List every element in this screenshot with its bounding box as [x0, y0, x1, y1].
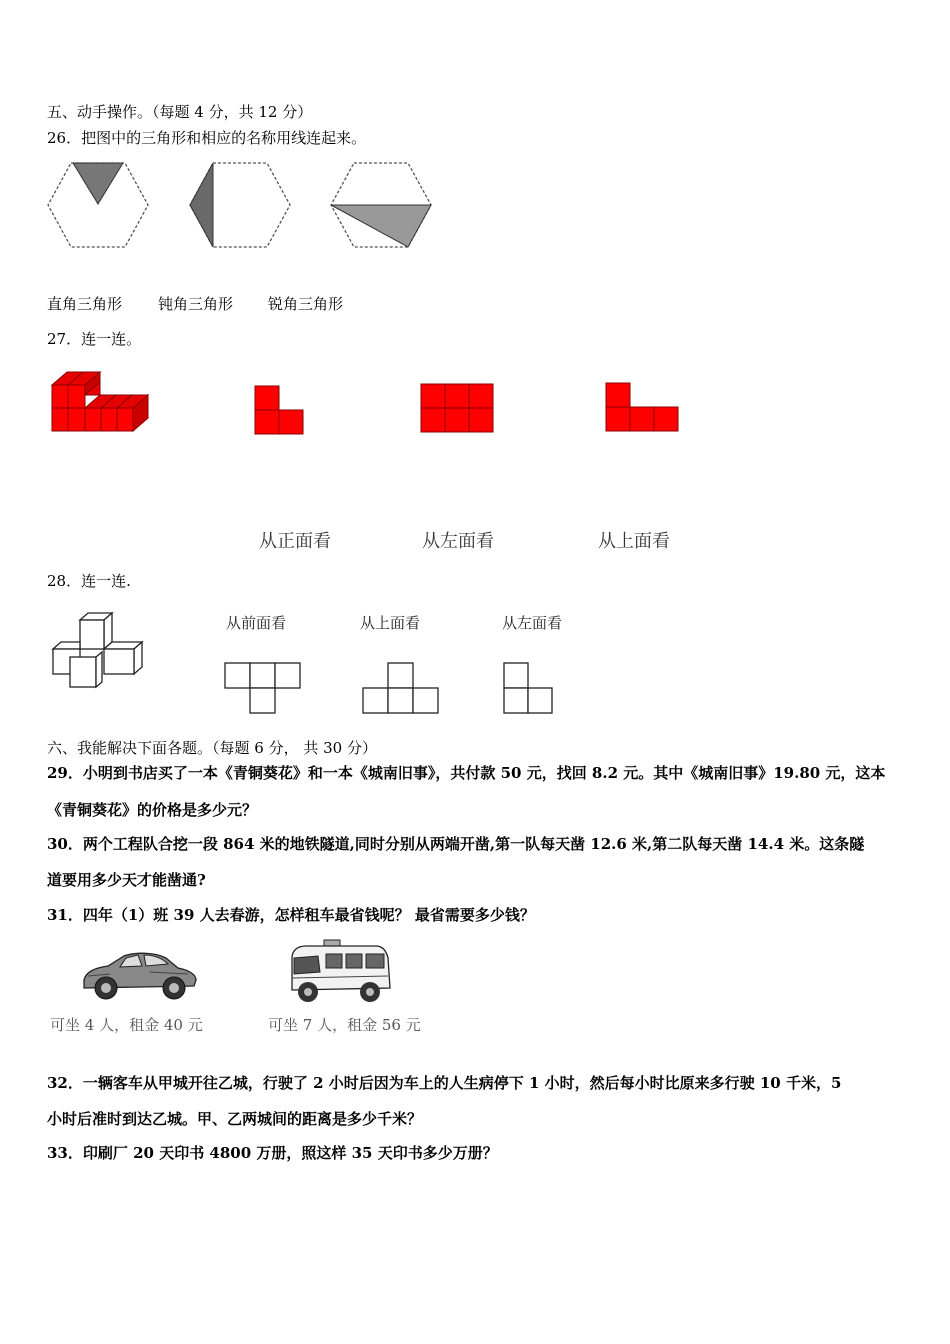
q26-label-acute: 锐角三角形 [268, 295, 344, 313]
q28-label-top: 从上面看 [360, 614, 421, 632]
q28-view-top [362, 662, 440, 714]
view-l-shape-long [605, 382, 679, 432]
q29-line2: 《青铜葵花》的价格是多少元？ [47, 801, 258, 819]
caption-top-view: 从上面看 [598, 531, 670, 552]
q32-line2: 小时后准时到达乙城。甲、乙两城间的距离是多少千米？ [47, 1110, 423, 1128]
hexagon-1-figure [45, 160, 151, 250]
q30-line2: 道要用多少天才能凿通? [47, 871, 206, 889]
van-icon [288, 938, 392, 1006]
q32-line1: 32．一辆客车从甲城开往乙城，行驶了 2 小时后因为车上的人生病停下 1 小时，然后每小时比原来多行驶 10 千米，5 [47, 1074, 842, 1092]
q28-view-left [503, 662, 557, 714]
triangle-2 [190, 163, 213, 247]
q30-line1: 30．两个工程队合挖一段 864 米的地铁隧道,同时分别从两端开凿,第一队每天凿 12.6 米,第二队每天凿 14.4 米。这条隧 [47, 835, 865, 853]
caption-front-view: 从正面看 [259, 531, 331, 552]
section6-heading: 六、我能解决下面各题。（每题 6 分， 共 30 分） [47, 739, 377, 757]
q26-label-right: 直角三角形 [47, 295, 123, 313]
q28-label-front: 从前面看 [226, 614, 287, 632]
q27-prompt: 27．连一连。 [47, 330, 142, 348]
q28-solid-figure [50, 612, 150, 690]
view-l-shape-small [254, 385, 304, 435]
section5-heading: 五、动手操作。（每题 4 分，共 12 分） [47, 103, 313, 121]
q28-view-front [224, 662, 302, 714]
q26-label-obtuse: 钝角三角形 [158, 295, 234, 313]
q29-line1: 29．小明到书店买了一本《青铜葵花》和一本《城南旧事》，共付款 50 元，找回 8.2 元。其中《城南旧事》19.80 元，这本 [47, 764, 886, 782]
q33-prompt: 33．印刷厂 20 天印书 4800 万册，照这样 35 天印书多少万册？ [47, 1144, 498, 1162]
view-rectangle-grid [420, 383, 494, 433]
q28-label-left: 从左面看 [502, 614, 563, 632]
caption-left-view: 从左面看 [422, 531, 494, 552]
hexagon-2-figure [187, 160, 293, 250]
van-caption: 可坐 7 人，租金 56 元 [268, 1016, 421, 1034]
car-caption: 可坐 4 人，租金 40 元 [50, 1016, 203, 1034]
cube-stack-figure [52, 370, 152, 444]
q28-prompt: 28．连一连. [47, 572, 131, 590]
q31-prompt: 31．四年（1）班 39 人去春游，怎样租车最省钱呢？ 最省需要多少钱？ [47, 906, 535, 924]
q26-prompt: 26．把图中的三角形和相应的名称用线连起来。 [47, 129, 367, 147]
car-icon [80, 946, 200, 1002]
hexagon-3-figure [328, 160, 434, 250]
